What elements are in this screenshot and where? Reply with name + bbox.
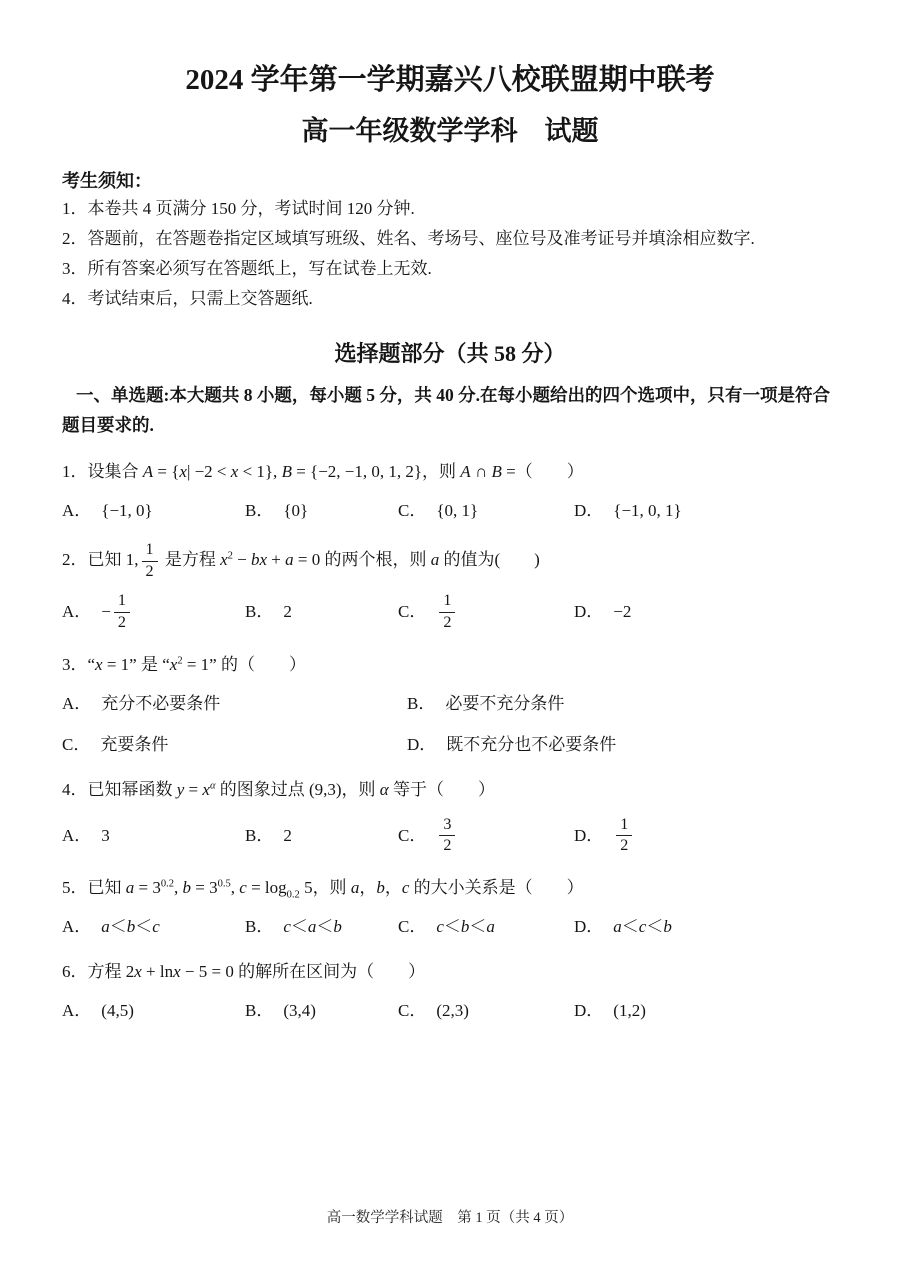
math-superscript: 2 [177,654,183,666]
math-variable: c [152,916,160,936]
option-label: B． [245,825,274,845]
math-variable: a [307,916,317,936]
exam-title-line2: 高一年级数学学科 试题 [301,116,599,147]
option-B [245,498,398,524]
text-run: ＜ [135,916,153,936]
option-D [574,816,782,856]
option-label: A． [62,825,92,845]
option-label: B． [245,602,274,622]
text-run: = 1” 是 “ [102,654,170,674]
option-content [283,599,292,625]
fraction-numerator: 1 [117,592,126,610]
option-content [613,914,672,940]
math-variable: bx [250,550,268,570]
math-fraction [114,592,130,632]
options-row [62,816,782,856]
text-run: ＜ [290,916,308,936]
option-label: D． [574,602,604,622]
math-variable: x [134,961,142,981]
text-run: | −2 < [186,462,231,482]
option-label: D． [407,734,437,754]
fraction-denominator: 2 [616,835,632,856]
text-run: 4．已知幂函数 [62,779,177,799]
text-run: + ln [141,961,174,981]
option-A [62,914,245,940]
question-1 [62,457,838,524]
math-fraction [142,541,158,581]
math-variable: a [486,916,495,936]
math-variable: x [202,779,210,799]
option-label: D． [574,1000,604,1020]
option-content [101,498,152,524]
text-run: 2．已知 1, [62,550,139,570]
text-run: (4,5) [101,1000,134,1020]
option-label: B． [245,501,274,521]
text-run: {−1, 0} [101,501,153,521]
text-run: = 1” 的（ ） [182,654,306,674]
question-5 [62,873,838,940]
option-C [398,498,574,524]
text-run: ＜ [469,916,487,936]
text-run: ， [359,877,377,897]
question-stem [62,957,838,987]
text-run: 必要不充分条件 [445,693,565,713]
notice-section [62,168,838,314]
text-run: 6．方程 2 [62,961,135,981]
math-fraction [439,592,455,632]
fraction-denominator: 2 [439,612,455,633]
text-run: 既不充分也不必要条件 [446,734,617,754]
option-D [574,914,782,940]
option-D [574,998,782,1024]
text-run: (1,2) [613,1000,646,1020]
math-variable: a [613,916,622,936]
math-variable: x [230,462,239,482]
text-run: = log [246,877,287,897]
text-run: 2 [283,602,292,622]
option-content [101,998,134,1024]
option-content [613,998,646,1024]
text-run: 的大小关系是（ ） [409,877,584,897]
text-run: =（ ） [501,462,584,482]
fraction-numerator: 1 [145,541,154,559]
text-run: = 3 [191,877,218,897]
question-3 [62,650,838,758]
exam-title-line1: 2024 学年第一学期嘉兴八校联盟期中联考 [185,64,715,96]
math-variable: x [179,462,187,482]
option-B [245,998,398,1024]
option-label: B． [245,916,274,936]
text-run: 1．设集合 [62,462,143,482]
option-B [245,816,398,856]
option-content [100,732,168,758]
math-variable: α [209,779,216,791]
math-variable: c [283,916,291,936]
option-content [446,732,616,758]
option-content [283,498,308,524]
option-label: C． [398,825,427,845]
option-label: B． [407,693,436,713]
notice-item: 2．答题前，在答题卷指定区域填写班级、姓名、考场号、座位号及准考证号并填涂相应数字. [62,228,755,248]
questions-list [62,457,838,1023]
notice-item: 4．考试结束后，只需上交答题纸. [62,288,313,308]
text-run: = 3 [134,877,161,897]
text-run: , [174,877,183,897]
text-run: = 0 的两个根，则 [293,550,431,570]
option-label: A． [62,693,92,713]
text-run: 5，则 [299,877,351,897]
options-row [62,998,782,1024]
math-variable: x [169,654,178,674]
math-variable: c [239,877,247,897]
math-superscript: 0.2 [160,878,175,890]
text-run: (3,4) [283,1000,316,1020]
text-run: {0} [283,501,309,521]
option-label: B． [245,1000,274,1020]
text-run: 的值为( ) [439,550,540,570]
question-stem [62,873,838,903]
text-run: ＜ [443,916,461,936]
math-subscript: 0.2 [286,889,300,901]
option-label: A． [62,1000,92,1020]
text-run: ＜ [621,916,639,936]
math-variable: b [126,916,136,936]
option-content [436,998,469,1024]
option-label: D． [574,825,604,845]
text-run: − 5 = 0 的解所在区间为（ ） [180,961,426,981]
text-run: 等于（ ） [388,779,495,799]
text-run: 3 [101,825,110,845]
text-run: , [230,877,240,897]
option-content [445,691,564,717]
option-B [245,592,398,632]
text-run: 的图象过点 (9,3)，则 [215,779,380,799]
math-variable: B [281,462,292,482]
math-variable: a [350,877,360,897]
option-A [62,691,407,717]
text-run: −2 [613,602,632,622]
text-run: 是方程 [160,550,221,570]
math-variable: a [285,550,294,570]
option-content [101,823,110,849]
option-C [398,914,574,940]
math-superscript: 2 [227,550,233,562]
math-variable: α [379,779,389,799]
option-label: A． [62,916,92,936]
text-run: ， [384,877,402,897]
text-run: {−1, 0, 1} [613,501,682,521]
math-variable: B [491,462,502,482]
option-label: C． [398,1000,427,1020]
math-variable: y [176,779,185,799]
option-C [398,592,574,632]
text-run: = { [153,462,180,482]
question-stem [62,457,838,487]
text-run: + [267,550,286,570]
text-run: ∩ [470,462,492,482]
math-variable: a [125,877,135,897]
option-content [613,599,631,625]
math-variable: b [376,877,385,897]
math-variable: b [333,916,342,936]
option-content [436,816,458,856]
options-row [62,498,782,524]
math-variable: c [638,916,647,936]
option-content [283,823,292,849]
option-content [101,592,133,632]
math-variable: x [95,654,103,674]
text-run: {0, 1} [436,501,479,521]
question-stem [62,650,838,680]
question-2 [62,541,838,632]
notice-items [62,194,838,314]
option-content [613,498,681,524]
text-run: < 1}, [238,462,282,482]
section-intro: 一、单选题:本大题共 8 小题，每小题 5 分，共 40 分.在每小题给出的四个选项中，只有一项是符合题目要求的. [62,385,830,436]
option-label: A． [62,501,92,521]
option-content [283,998,316,1024]
option-label: C． [62,734,91,754]
option-content [436,914,495,940]
options-row [62,592,782,632]
math-variable: a [430,550,440,570]
option-label: A． [62,602,92,622]
text-run: ＜ [646,916,664,936]
text-run: = [184,779,203,799]
option-C [398,816,574,856]
math-variable: a [101,916,110,936]
option-label: D． [574,916,604,936]
fraction-numerator: 1 [443,592,452,610]
question-4 [62,775,838,856]
page-footer: 高一数学学科试题 第 1 页（共 4 页） [326,1210,574,1226]
fraction-numerator: 1 [620,815,629,833]
option-D [574,498,782,524]
option-content [101,691,220,717]
notice-item: 3．所有答案必须写在答题纸上，写在试卷上无效. [62,258,432,278]
notice-item: 1．本卷共 4 页满分 150 分，考试时间 120 分钟. [62,198,415,218]
text-run: 2 [283,825,292,845]
math-variable: c [436,916,444,936]
question-stem [62,541,838,581]
math-superscript: 0.5 [217,878,231,890]
text-run: 5．已知 [62,877,126,897]
text-run: − [232,550,251,570]
option-D [407,732,782,758]
option-content [436,498,478,524]
options-row [62,914,782,940]
math-variable: b [460,916,470,936]
fraction-denominator: 2 [142,561,158,582]
option-B [407,691,782,717]
option-label: D． [574,501,604,521]
text-run: 充要条件 [100,734,169,754]
text-run: ＜ [316,916,334,936]
fraction-denominator: 2 [114,612,130,633]
option-content [283,914,342,940]
fraction-numerator: 3 [443,815,452,833]
option-content [436,592,458,632]
option-A [62,816,245,856]
math-fraction [616,816,632,856]
option-A [62,998,245,1024]
math-variable: x [220,550,228,570]
option-B [245,914,398,940]
option-C [398,998,574,1024]
fraction-denominator: 2 [439,835,455,856]
math-variable: c [401,877,410,897]
text-run: − [101,602,111,622]
option-C [62,732,407,758]
question-stem [62,775,838,805]
option-A [62,498,245,524]
math-variable: A [142,462,154,482]
math-fraction [439,816,455,856]
math-variable: b [663,916,672,936]
option-D [574,592,782,632]
option-label: C． [398,602,427,622]
math-variable: A [460,462,471,482]
text-run: ＜ [109,916,127,936]
option-content [613,816,635,856]
math-variable: b [182,877,192,897]
section-heading: 选择题部分（共 58 分） [334,340,566,366]
option-label: C． [398,916,427,936]
option-A [62,592,245,632]
text-run: (2,3) [436,1000,469,1020]
notice-heading: 考生须知： [62,170,152,191]
text-run: = {−2, −1, 0, 1, 2}，则 [291,462,461,482]
text-run: 3．“ [62,654,96,674]
question-6 [62,957,838,1024]
text-run: 充分不必要条件 [101,693,221,713]
math-variable: x [173,961,181,981]
option-content [101,914,160,940]
option-label: C． [398,501,427,521]
options-row [62,691,782,758]
